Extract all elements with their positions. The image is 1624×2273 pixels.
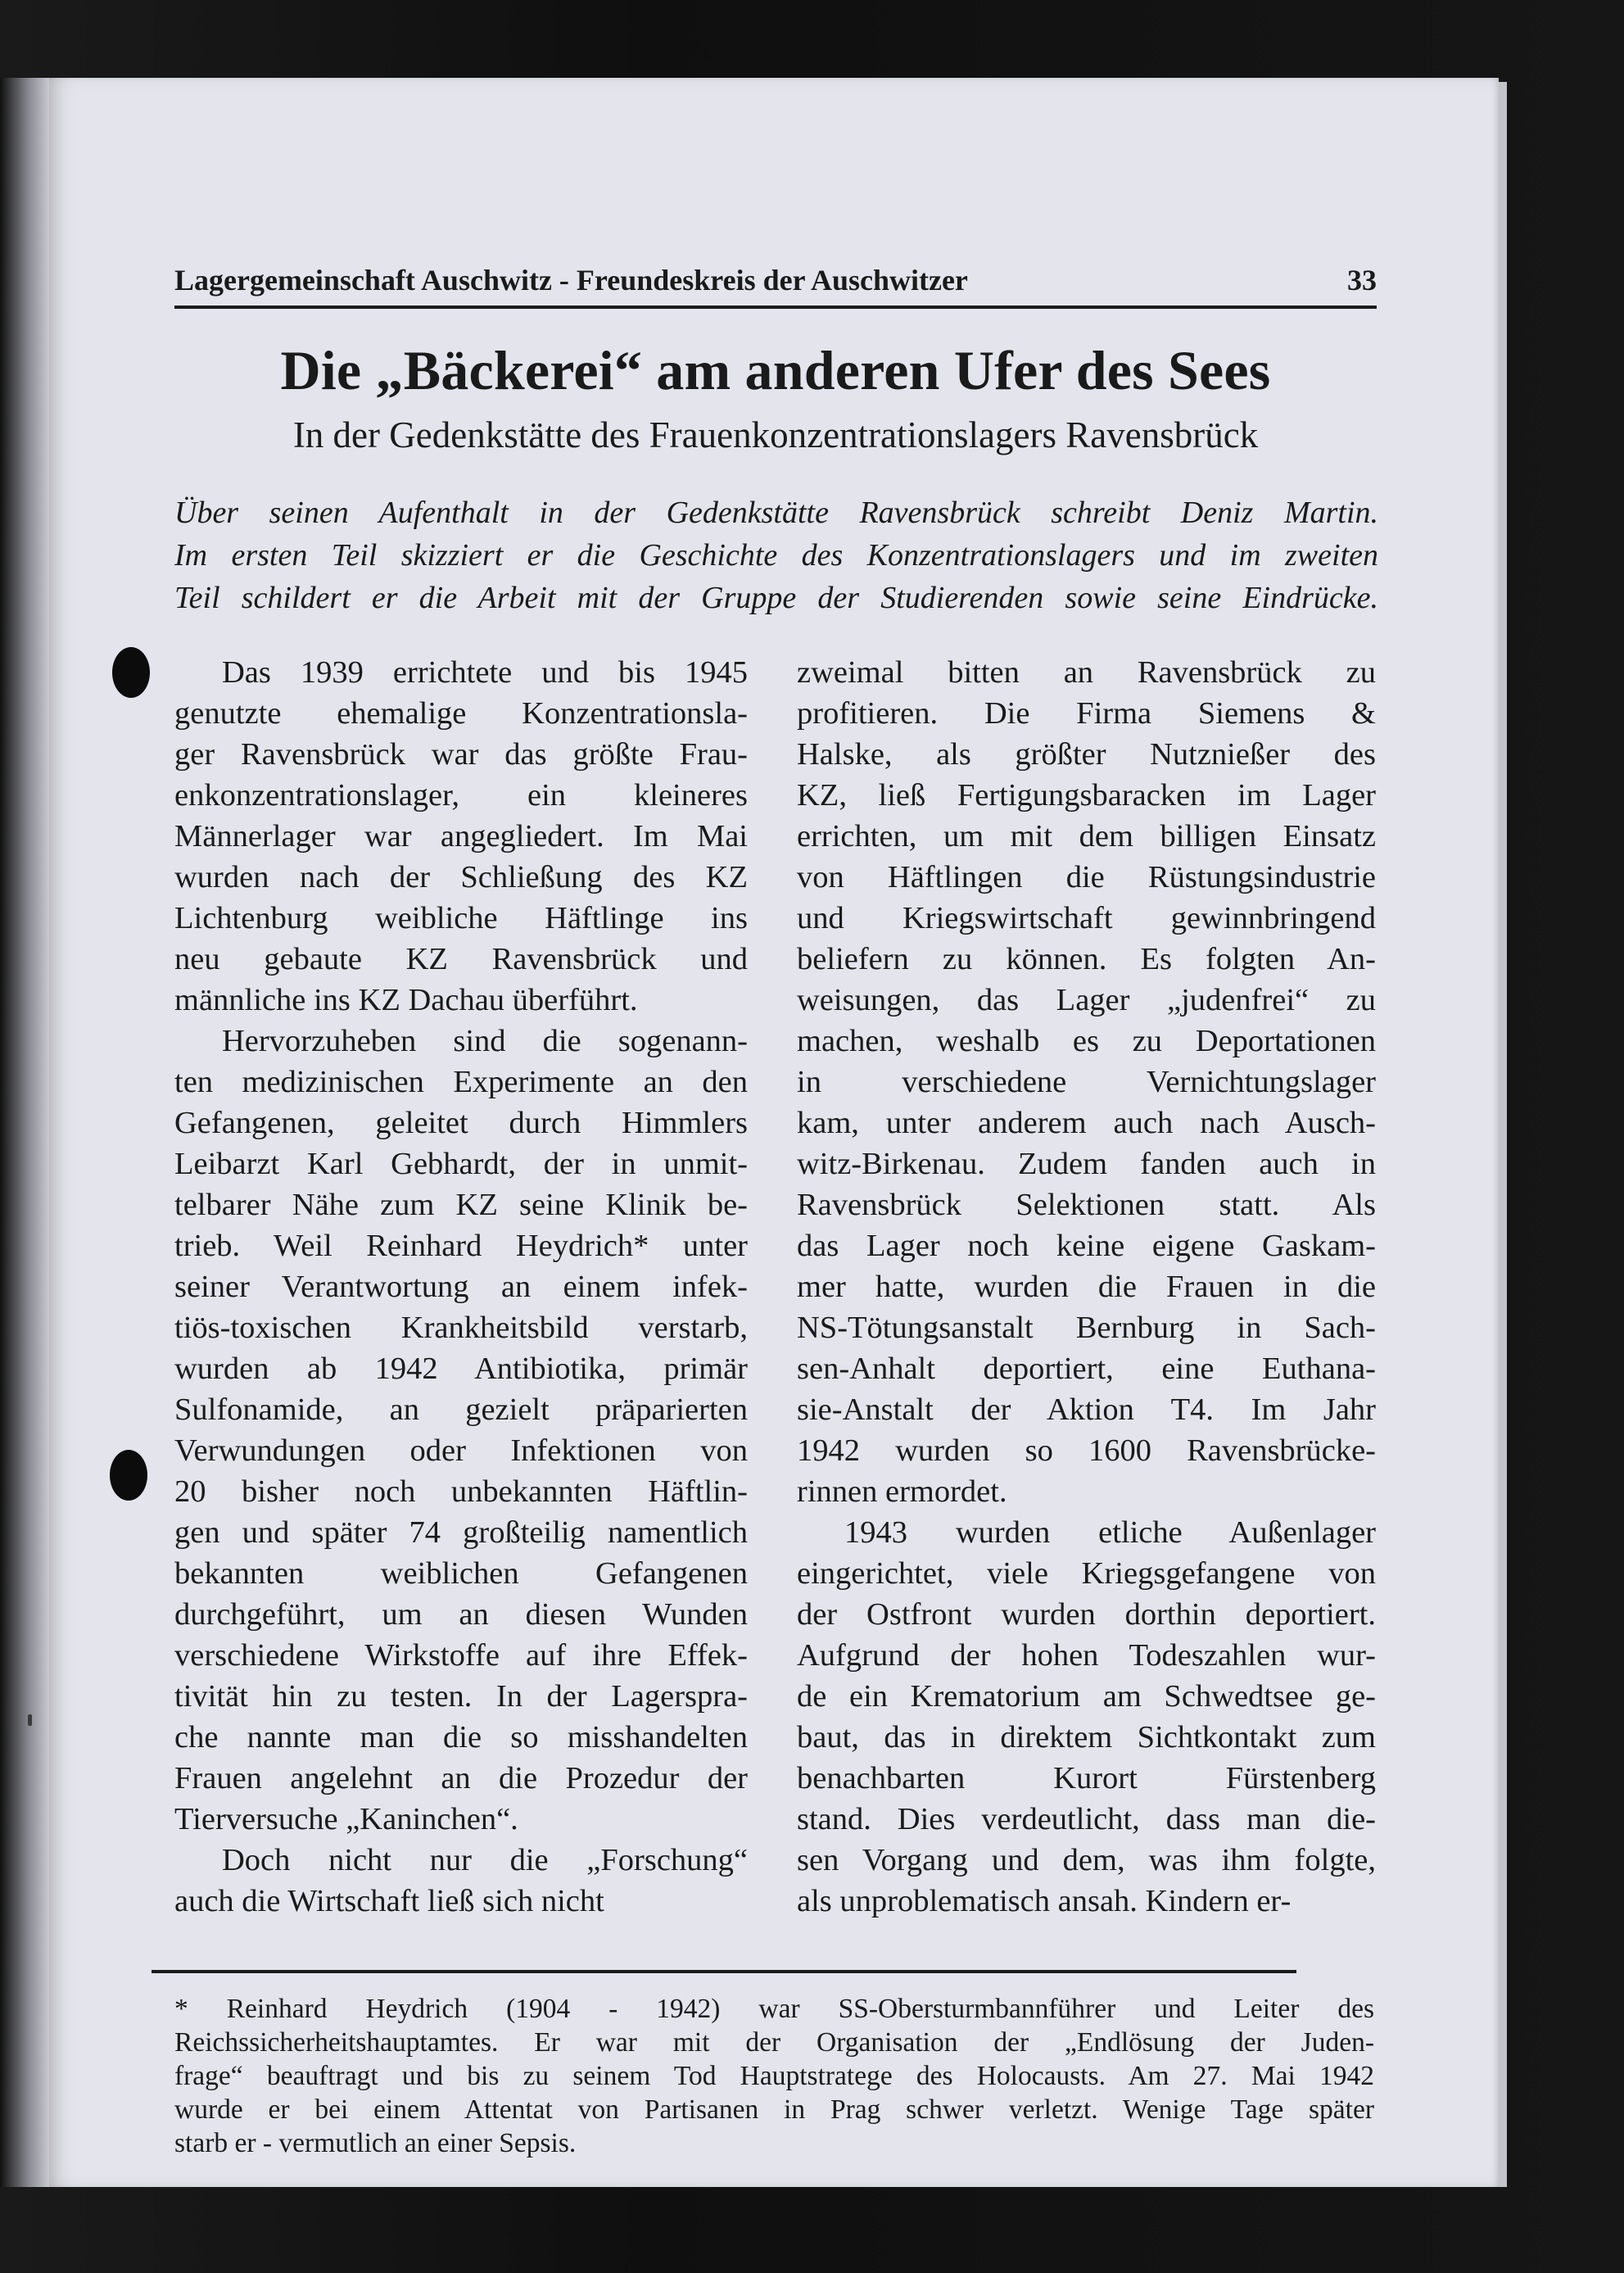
intro-line: Teil schildert er die Arbeit mit der Gruppe der Studierenden sowie seine Eindrücke.	[174, 580, 1378, 615]
body-line: in verschiedene Vernichtungslager	[797, 1064, 1376, 1099]
body-line: Lichtenburg weibliche Häftlinge ins	[174, 900, 748, 935]
article-body	[174, 652, 1377, 1938]
body-line: stand. Dies verdeutlicht, dass man die-	[797, 1801, 1376, 1836]
body-line: Aufgrund der hohen Todeszahlen wur-	[797, 1637, 1376, 1673]
body-line: che nannte man die so misshandelten	[174, 1719, 748, 1755]
body-line: als unproblematisch ansah. Kindern er-	[797, 1883, 1292, 1918]
body-line: errichten, um mit dem billigen Einsatz	[797, 818, 1376, 854]
body-line: tiös-toxischen Krankheitsbild verstarb,	[174, 1310, 748, 1345]
running-header	[174, 258, 1377, 309]
body-line: 20 bisher noch unbekannten Häftlin-	[174, 1474, 748, 1509]
body-line: telbarer Nähe zum KZ seine Klinik be-	[174, 1187, 748, 1222]
body-line: Doch nicht nur die „Forschung“	[222, 1842, 748, 1877]
body-line: durchgeführt, um an diesen Wunden	[174, 1596, 748, 1632]
article-subtitle: In der Gedenkstätte des Frauenkonzentrationslagers Ravensbrück	[292, 414, 1259, 455]
body-line: Ravensbrück Selektionen statt. Als	[797, 1187, 1376, 1222]
body-line: von Häftlingen die Rüstungsindustrie	[797, 859, 1376, 894]
body-line: eingerichtet, viele Kriegsgefangene von	[797, 1555, 1376, 1591]
body-line: 1943 wurden etliche Außenlager	[844, 1515, 1376, 1550]
footnote-line: Reichssicherheitshauptamtes. Er war mit der Organisation der „Endlösung der Juden-	[174, 2027, 1374, 2058]
body-line: Halske, als größter Nutznießer des	[797, 736, 1376, 772]
body-line: Frauen angelehnt an die Prozedur der	[174, 1760, 748, 1795]
body-line: Männerlager war angegliedert. Im Mai	[174, 818, 748, 854]
body-line: verschiedene Wirkstoffe auf ihre Effek-	[174, 1637, 748, 1673]
body-line: Tierversuche „Kaninchen“.	[174, 1801, 518, 1836]
page-number: 33	[1347, 264, 1377, 297]
body-line: zweimal bitten an Ravensbrück zu	[797, 654, 1376, 690]
body-line: sen Vorgang und dem, was ihm folgte,	[797, 1842, 1376, 1877]
footnote	[174, 1992, 1374, 2160]
body-line: Hervorzuheben sind die sogenann-	[222, 1023, 748, 1058]
body-line: de ein Krematorium am Schwedtsee ge-	[797, 1678, 1376, 1714]
body-line: wurden nach der Schließung des KZ	[174, 859, 748, 894]
header-title: Lagergemeinschaft Auschwitz - Freundeskreis der Auschwitzer	[174, 264, 968, 297]
body-line: tivität hin zu testen. In der Lagerspra-	[174, 1678, 748, 1714]
body-line: KZ, ließ Fertigungsbaracken im Lager	[797, 777, 1376, 813]
body-line: weisungen, das Lager „judenfrei“ zu	[797, 982, 1376, 1017]
body-line: wurden ab 1942 Antibiotika, primär	[174, 1351, 748, 1386]
body-line: auch die Wirtschaft ließ sich nicht	[174, 1883, 604, 1918]
body-line: baut, das in direktem Sichtkontakt zum	[797, 1719, 1376, 1755]
footnote-line: starb er - vermutlich an einer Sepsis.	[174, 2128, 577, 2158]
body-line: kam, unter anderem auch nach Ausch-	[797, 1105, 1376, 1140]
article-intro	[174, 491, 1378, 619]
page-content	[174, 258, 1377, 1938]
body-line: seiner Verantwortung an einem infek-	[174, 1269, 748, 1304]
punch-hole-lower	[110, 1450, 147, 1501]
body-line: Das 1939 errichtete und bis 1945	[222, 654, 748, 690]
body-line: Gefangenen, geleitet durch Himmlers	[174, 1105, 748, 1140]
page-edge-right	[1499, 82, 1507, 2187]
body-line: ger Ravensbrück war das größte Frau-	[174, 736, 748, 772]
body-line: rinnen ermordet.	[797, 1474, 1007, 1509]
footnote-rule	[152, 1970, 1296, 1973]
body-column-left	[174, 652, 748, 1922]
body-line: und Kriegswirtschaft gewinnbringend	[797, 900, 1376, 935]
page-binding-edge	[0, 78, 49, 2187]
body-line: Verwundungen oder Infektionen von	[174, 1433, 748, 1468]
body-line: genutzte ehemalige Konzentrationsla-	[174, 695, 748, 731]
body-line: gen und später 74 großteilig namentlich	[174, 1515, 748, 1550]
body-line: 1942 wurden so 1600 Ravensbrücke-	[797, 1433, 1376, 1468]
body-line: mer hatte, wurden die Frauen in die	[797, 1269, 1376, 1304]
body-line: sen-Anhalt deportiert, eine Euthana-	[797, 1351, 1376, 1386]
body-line: NS-Tötungsanstalt Bernburg in Sach-	[797, 1310, 1376, 1345]
body-line: Leibarzt Karl Gebhardt, der in unmit-	[174, 1146, 748, 1181]
body-line: machen, weshalb es zu Deportationen	[797, 1023, 1376, 1058]
body-line: bekannten weiblichen Gefangenen	[174, 1555, 748, 1591]
body-line: Sulfonamide, an gezielt präparierten	[174, 1392, 748, 1427]
body-line: beliefern zu können. Es folgten An-	[797, 941, 1376, 976]
intro-line: Im ersten Teil skizziert er die Geschichte des Konzentrationslagers und im zweiten	[174, 537, 1378, 573]
body-line: der Ostfront wurden dorthin deportiert.	[797, 1596, 1376, 1632]
intro-line: Über seinen Aufenthalt in der Gedenkstätte Ravensbrück schreibt Deniz Martin.	[174, 495, 1378, 530]
body-line: neu gebaute KZ Ravensbrück und	[174, 941, 748, 976]
footnote-line: * Reinhard Heydrich (1904 - 1942) war SS-Obersturmbannführer und Leiter des	[174, 1994, 1374, 2024]
body-line: sie-Anstalt der Aktion T4. Im Jahr	[797, 1392, 1376, 1427]
body-column-right	[797, 652, 1376, 1922]
scan-mark	[28, 1714, 32, 1726]
body-line: ten medizinischen Experimente an den	[174, 1064, 748, 1099]
footnote-line: frage“ beauftragt und bis zu seinem Tod Hauptstratege des Holocausts. Am 27. Mai 1942	[174, 2061, 1374, 2091]
body-line: witz-Birkenau. Zudem fanden auch in	[797, 1146, 1376, 1181]
punch-hole-upper	[112, 647, 150, 698]
body-line: das Lager noch keine eigene Gaskam-	[797, 1228, 1376, 1263]
article-title: Die „Bäckerei“ am anderen Ufer des Sees	[280, 339, 1271, 401]
body-line: benachbarten Kurort Fürstenberg	[797, 1760, 1376, 1795]
body-line: männliche ins KZ Dachau überführt.	[174, 982, 638, 1017]
footnote-line: wurde er bei einem Attentat von Partisanen in Prag schwer verletzt. Wenige Tage später	[174, 2094, 1374, 2125]
body-line: enkonzentrationslager, ein kleineres	[174, 777, 748, 813]
body-line: trieb. Weil Reinhard Heydrich* unter	[174, 1228, 748, 1263]
body-line: profitieren. Die Firma Siemens &	[797, 695, 1376, 731]
document-page	[49, 78, 1499, 2187]
